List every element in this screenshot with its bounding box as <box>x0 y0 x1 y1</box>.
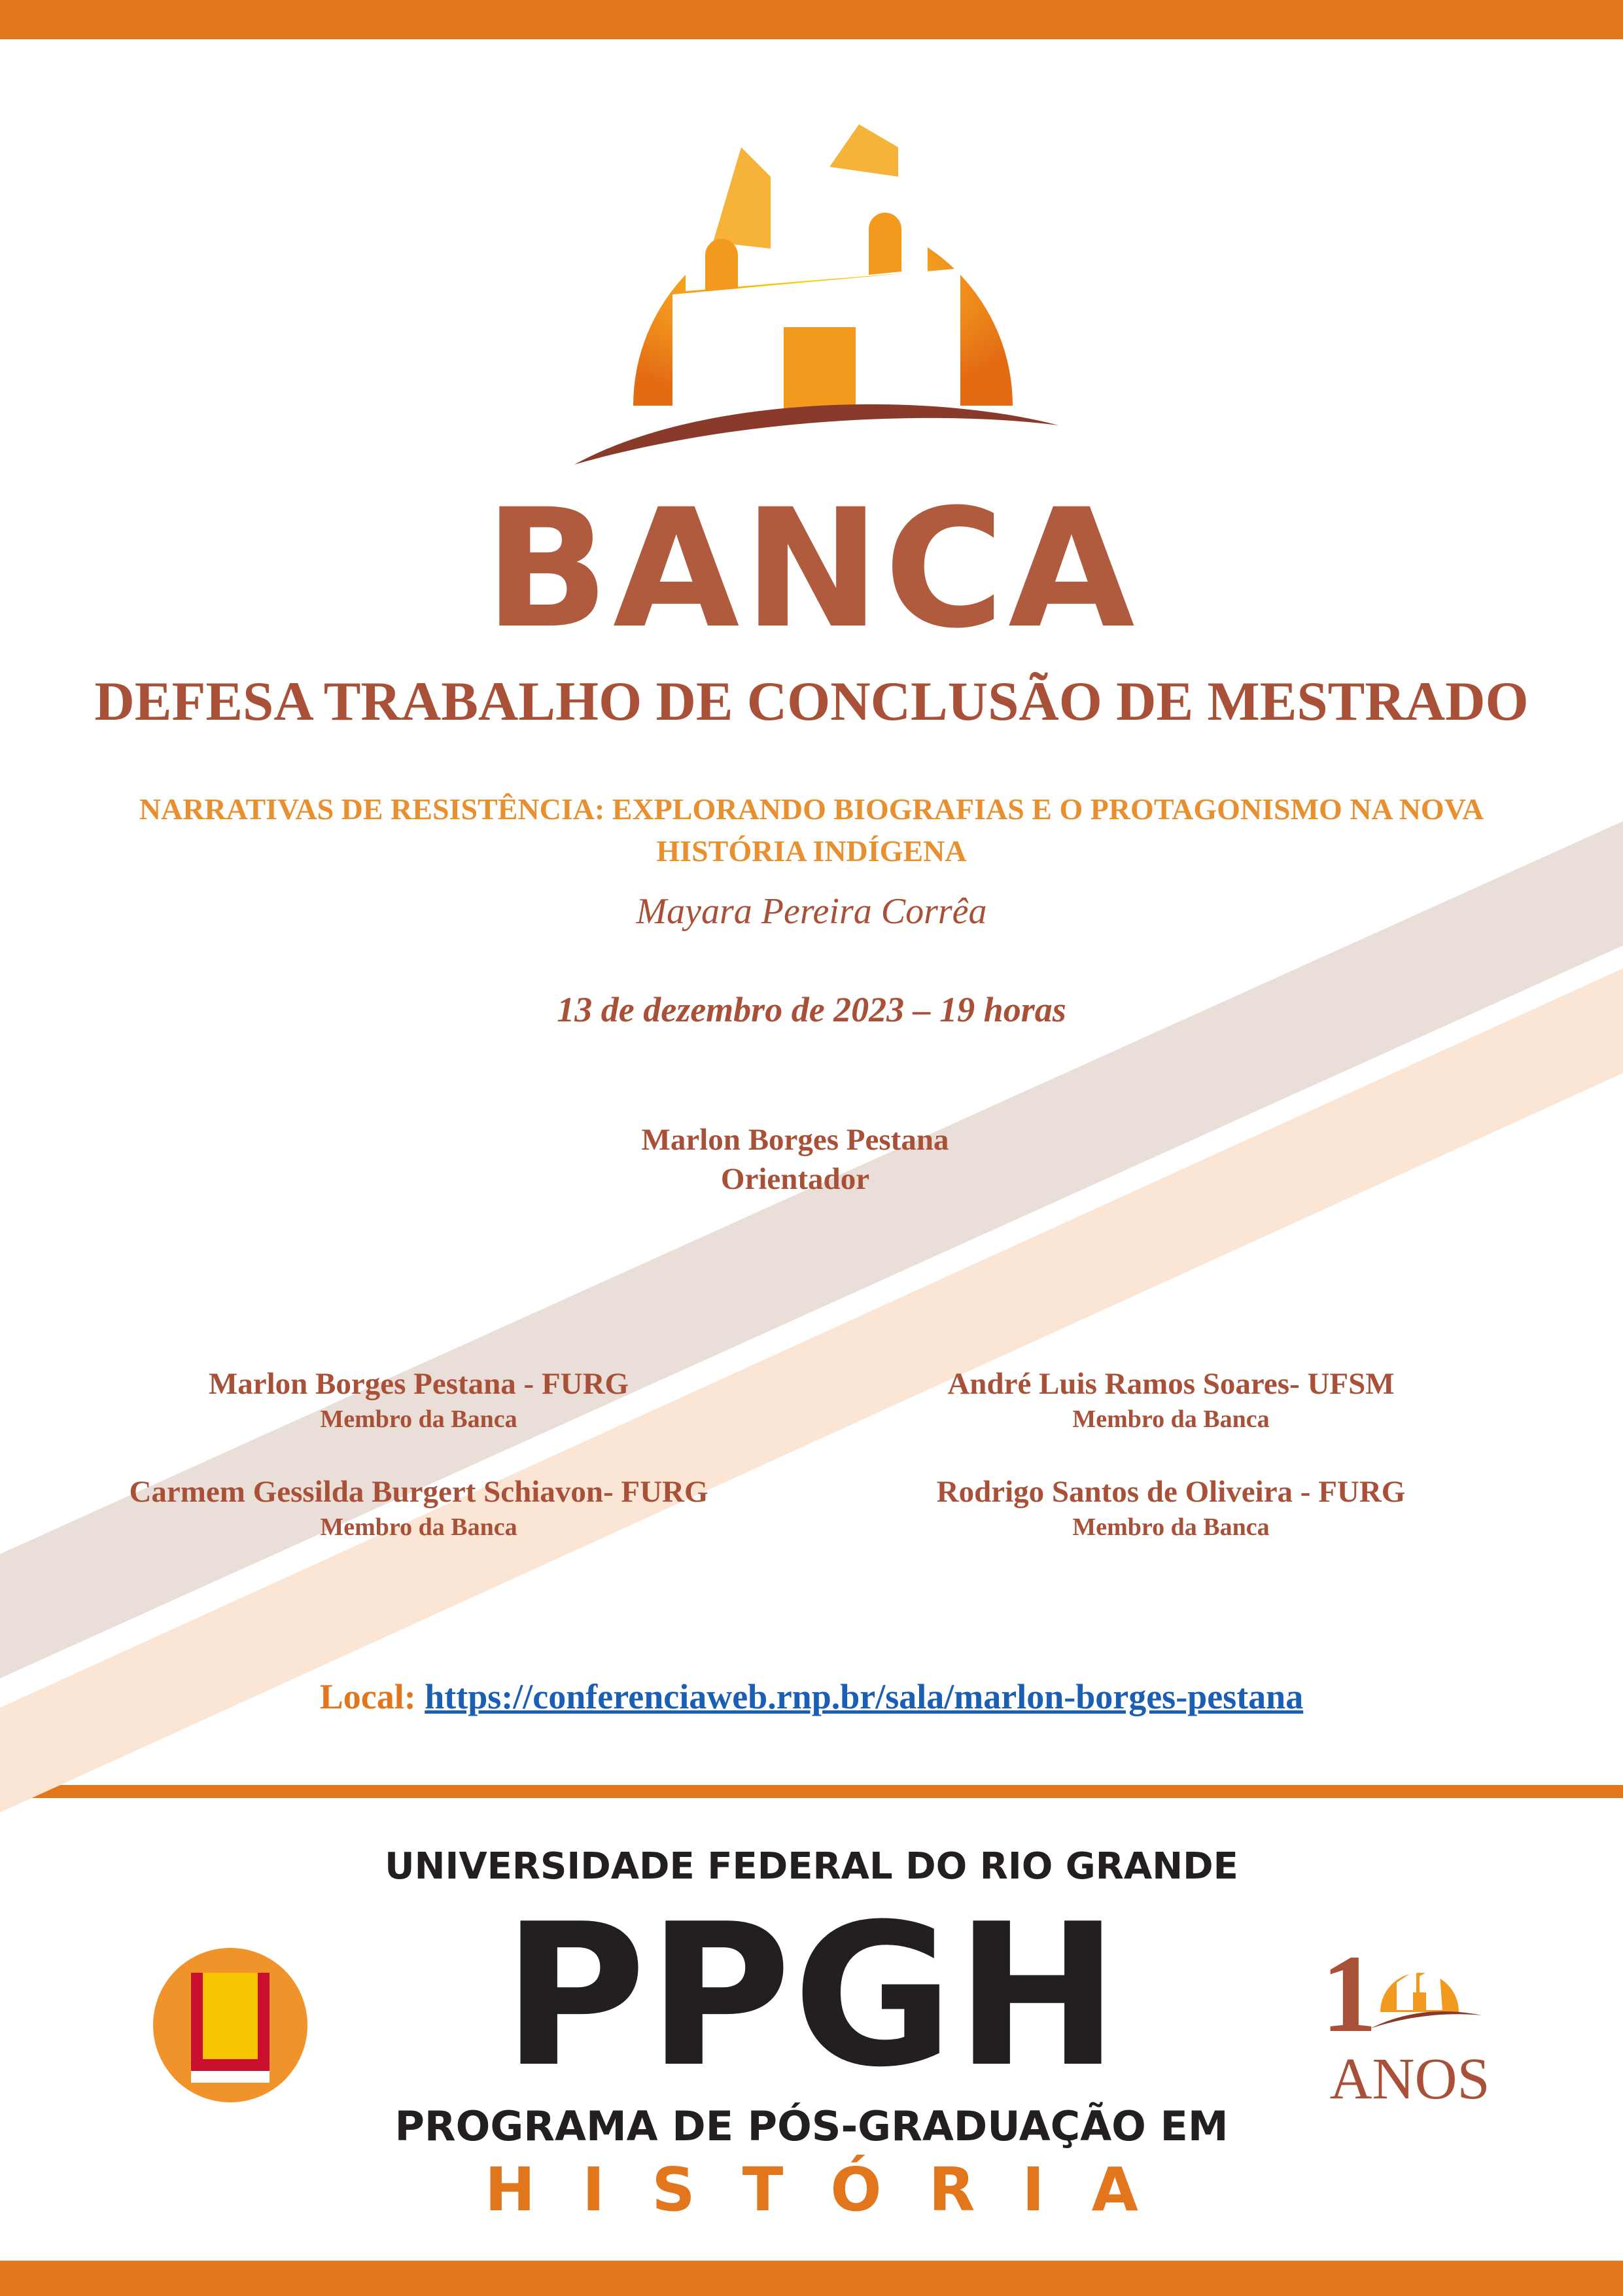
location <box>0 1674 1623 1720</box>
committee-member <box>844 1472 1498 1543</box>
member-name: Marlon Borges Pestana - FURG <box>208 1367 629 1401</box>
event-heading: DEFESA TRABALHO DE CONCLUSÃO DE MESTRADO <box>94 671 1529 732</box>
thesis-title-line-1: NARRATIVAS DE RESISTÊNCIA: EXPLORANDO BIOGRAFIAS E O PROTAGONISMO NA NOVA <box>139 792 1484 826</box>
member-role: Membro da Banca <box>1072 1405 1270 1433</box>
program-name: PROGRAMA DE PÓS-GRADUAÇÃO EM <box>394 2102 1229 2150</box>
building-sun-icon <box>542 85 1104 491</box>
advisor-name: Marlon Borges Pestana <box>641 1123 949 1157</box>
member-name: Rodrigo Santos de Oliveira - FURG <box>936 1475 1406 1509</box>
location-link[interactable]: https://conferenciaweb.rnp.br/sala/marlon-borges-pestana <box>425 1677 1304 1716</box>
program-field: HISTÓRIA <box>485 2155 1185 2225</box>
program-acronym: PPGH <box>502 1882 1121 2110</box>
advisor-role: Orientador <box>720 1162 870 1196</box>
location-label: Local: <box>319 1677 416 1716</box>
committee-member <box>92 1472 746 1543</box>
university-name: UNIVERSIDADE FEDERAL DO RIO GRANDE <box>385 1845 1238 1888</box>
member-role: Membro da Banca <box>320 1513 517 1541</box>
banner-title: BANCA <box>484 474 1139 664</box>
event-datetime: 13 de dezembro de 2023 – 19 horas <box>557 990 1066 1029</box>
anniversary-number: 1 <box>1321 1932 1377 2055</box>
committee-member <box>844 1364 1498 1435</box>
committee-member <box>92 1364 746 1435</box>
thesis-title-line-2: HISTÓRIA INDÍGENA <box>656 834 967 868</box>
author-name: Mayara Pereira Corrêa <box>636 891 987 932</box>
thesis-title <box>0 788 1623 872</box>
member-name: Carmem Gessilda Burgert Schiavon- FURG <box>129 1475 708 1509</box>
anniversary-text: ANOS <box>1329 2047 1490 2111</box>
member-name: André Luis Ramos Soares- UFSM <box>947 1367 1395 1401</box>
member-role: Membro da Banca <box>320 1405 517 1433</box>
member-role: Membro da Banca <box>1072 1513 1270 1541</box>
